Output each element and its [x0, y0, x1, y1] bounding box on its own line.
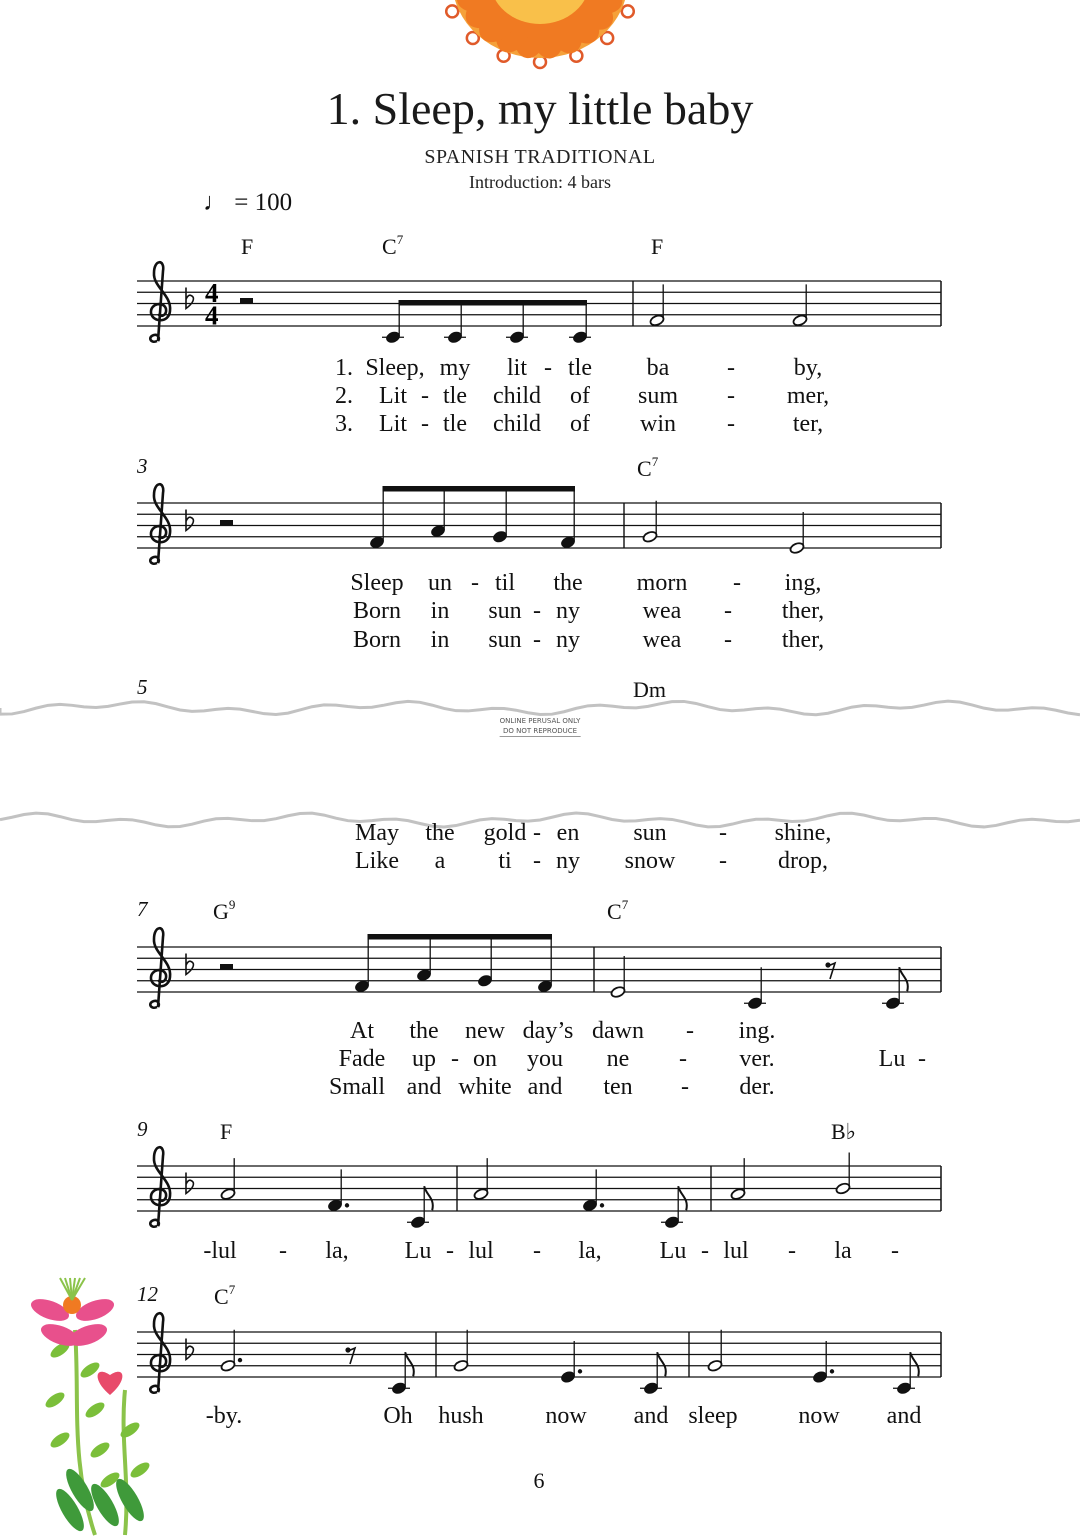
lyric-syllable: sun [488, 598, 522, 624]
tempo-marking [203, 189, 292, 217]
note-head [572, 330, 588, 344]
chord-symbol [607, 897, 628, 925]
eighth-flag [678, 1186, 687, 1210]
lyric-syllable: gold [483, 820, 527, 846]
lyric-syllable: ne [606, 1046, 630, 1072]
lyric-syllable: in [430, 598, 450, 624]
note-beam [383, 486, 576, 492]
lyric-syllable: the [553, 570, 583, 596]
note-head [410, 1215, 426, 1229]
time-signature-digit: 4 [205, 300, 219, 331]
note-head [664, 1215, 680, 1229]
lyric-syllable: - [544, 355, 552, 381]
lyric-syllable: un [428, 570, 452, 596]
note-head [391, 1381, 407, 1395]
lyric-syllable: on [473, 1046, 497, 1072]
lyric-syllable: - [446, 1238, 454, 1264]
half-note-head [792, 314, 808, 327]
chord-root: Dm [633, 677, 666, 702]
note-head [430, 524, 446, 538]
chord-extension: 7 [396, 232, 404, 247]
lyric-syllable: sum [637, 383, 679, 409]
half-note-head [789, 541, 805, 554]
note-head [747, 996, 763, 1010]
bar-number: 3 [137, 454, 148, 478]
lyric-syllable: shine, [774, 820, 832, 846]
lyric-syllable: sun [633, 820, 667, 846]
lyric-syllable: and [886, 1403, 922, 1429]
lyric-syllable: morn [636, 570, 688, 596]
chord-extension: 7 [621, 897, 629, 912]
lyric-syllable: Oh [383, 1403, 413, 1429]
lyric-syllable: ny [556, 598, 580, 624]
bar-number: 12 [137, 1282, 158, 1306]
lyric-syllable: -by. [205, 1403, 243, 1429]
lyric-syllable: la, [578, 1238, 602, 1264]
note-head [885, 996, 901, 1010]
lyric-syllable: - [918, 1046, 926, 1072]
eighth-rest-icon [828, 963, 835, 979]
chord-root: C [607, 899, 622, 924]
augmentation-dot [830, 1369, 834, 1373]
staff [137, 1313, 941, 1395]
lyric-syllable: ti [498, 848, 512, 874]
lyric-syllable: ter, [792, 411, 824, 437]
half-note-head [220, 1359, 236, 1372]
staff [137, 484, 941, 564]
note-head [582, 1199, 598, 1213]
lyric-syllable: of [570, 411, 590, 437]
lyric-syllable: ther, [781, 627, 825, 653]
half-note-head [610, 985, 626, 998]
lyric-syllable: tle [443, 411, 467, 437]
staff [137, 1147, 941, 1229]
note-head [447, 330, 463, 344]
lyric-syllable: and [406, 1074, 442, 1100]
lyric-syllable: la [834, 1238, 852, 1264]
lyric-syllable: snow [624, 848, 676, 874]
lyric-syllable: sun [488, 627, 522, 653]
lyric-syllable: Born [353, 627, 401, 653]
note-head [385, 330, 401, 344]
chord-root: F [241, 234, 254, 259]
lyric-syllable: - [279, 1238, 287, 1264]
lyric-syllable: - [471, 570, 479, 596]
half-note-head [835, 1182, 851, 1195]
lyric-syllable: -lul [203, 1238, 237, 1264]
song-title: 1. Sleep, my little baby [326, 83, 754, 134]
flat-key-signature-icon [186, 954, 193, 975]
lyric-syllable: - [719, 848, 727, 874]
eighth-flag [405, 1352, 414, 1376]
lyric-syllable: child [493, 411, 541, 437]
lyric-syllable: day’s [522, 1018, 574, 1044]
note-head [560, 536, 576, 550]
chord-root: F [651, 234, 664, 259]
lyric-syllable: - [724, 598, 732, 624]
lyric-syllable: Sleep, [365, 355, 425, 381]
lyric-syllable: 2. [335, 383, 353, 409]
lyric-syllable: - [727, 383, 735, 409]
lyric-syllable: a [434, 848, 446, 874]
chord-root: F [220, 1119, 233, 1144]
lyric-syllable: Fade [338, 1046, 386, 1072]
note-head [416, 968, 432, 982]
chord-symbol [213, 897, 235, 925]
lyric-syllable: in [430, 627, 450, 653]
half-note-head [642, 530, 658, 543]
chord-symbol [382, 232, 403, 260]
lyric-syllable: ing. [738, 1018, 776, 1044]
lyric-syllable: the [425, 820, 455, 846]
lyric-syllable: lul [468, 1238, 494, 1264]
chord-symbol [241, 232, 253, 260]
lyric-syllable: Lit [379, 411, 407, 437]
lyric-syllable: ing, [784, 570, 822, 596]
note-head [354, 980, 370, 994]
flat-key-signature-icon [186, 288, 193, 309]
lyric-syllable: and [633, 1403, 669, 1429]
watermark [500, 716, 581, 737]
watermark-line: ONLINE PERUSAL ONLY [499, 717, 581, 725]
half-note-head [730, 1188, 746, 1201]
half-note-head [220, 1188, 236, 1201]
lyric-syllable: win [640, 411, 676, 437]
lyric-syllable: - [679, 1046, 687, 1072]
half-note-head [473, 1188, 489, 1201]
lyric-syllable: the [409, 1018, 439, 1044]
eighth-flag [910, 1352, 919, 1376]
lyric-syllable: - [533, 627, 541, 653]
staff [137, 928, 941, 1010]
lyric-syllable: - [724, 627, 732, 653]
introduction-note: Introduction: 4 bars [469, 172, 611, 192]
lyric-syllable: 3. [335, 411, 353, 437]
chord-extension: 7 [651, 454, 659, 469]
lyric-syllable: child [493, 383, 541, 409]
chord-symbol [633, 675, 666, 703]
eighth-flag [424, 1186, 433, 1210]
bar-number: 9 [137, 1117, 148, 1141]
lyric-syllable: At [350, 1018, 374, 1044]
chord-root: G [213, 899, 229, 924]
half-note-head [707, 1359, 723, 1372]
lyric-syllable: ten [603, 1074, 633, 1100]
eighth-rest-icon [348, 1348, 355, 1364]
lyric-syllable: - [681, 1074, 689, 1100]
lyric-syllable: ny [556, 627, 580, 653]
lyric-syllable: - [421, 411, 429, 437]
lyric-syllable: ba [646, 355, 670, 381]
lyric-syllable: ver. [739, 1046, 775, 1072]
lyric-syllable: mer, [786, 383, 830, 409]
lyric-syllable: Lit [379, 383, 407, 409]
lyric-syllable: ny [556, 848, 580, 874]
note-head [492, 530, 508, 544]
note-head [643, 1381, 659, 1395]
lyric-syllable: lit [506, 355, 528, 381]
flat-key-signature-icon [186, 510, 193, 531]
chord-root: C [214, 1284, 229, 1309]
lyric-syllable: now [545, 1403, 587, 1429]
lyric-syllable: 1. [335, 355, 353, 381]
watermark-line: DO NOT REPRODUCE [502, 727, 578, 735]
note-beam [368, 934, 553, 940]
lyric-syllable: drop, [778, 848, 828, 874]
chord-extension: 7 [228, 1282, 236, 1297]
lyric-syllable: wea [642, 627, 682, 653]
staff [137, 262, 941, 344]
lyric-syllable: Small [328, 1074, 386, 1100]
lyric-syllable: of [570, 383, 590, 409]
half-rest-icon [220, 964, 233, 970]
chord-root: C [637, 456, 652, 481]
chord-root: C [382, 234, 397, 259]
lyric-syllable: Lu [878, 1046, 906, 1072]
note-head [509, 330, 525, 344]
treble-clef-icon [150, 262, 170, 342]
page-number: 6 [533, 1468, 545, 1493]
lyric-syllable: - [733, 570, 741, 596]
lyric-syllable: - [701, 1238, 709, 1264]
note-head [537, 980, 553, 994]
lyric-syllable: Sleep [350, 570, 404, 596]
lyric-syllable: Like [355, 848, 399, 874]
treble-clef-icon [150, 1147, 170, 1227]
lyric-syllable: la, [325, 1238, 349, 1264]
augmentation-dot [238, 1358, 242, 1362]
lyric-syllable: - [788, 1238, 796, 1264]
song-origin: SPANISH TRADITIONAL [424, 146, 656, 168]
lyric-syllable: - [533, 848, 541, 874]
lyric-syllable: white [458, 1074, 512, 1100]
lyric-syllable: tle [443, 383, 467, 409]
note-head [327, 1199, 343, 1213]
half-note-head [649, 314, 665, 327]
chord-extension: 9 [228, 897, 236, 912]
lyric-syllable: now [798, 1403, 840, 1429]
lyric-syllable: ther, [781, 598, 825, 624]
lyric-syllable: - [533, 1238, 541, 1264]
lyric-syllable: dawn [592, 1018, 644, 1044]
lyric-syllable: - [719, 820, 727, 846]
eighth-flag [899, 967, 908, 991]
lyric-syllable: up [412, 1046, 436, 1072]
lyric-syllable: tle [568, 355, 592, 381]
augmentation-dot [345, 1203, 349, 1207]
lyric-syllable: and [527, 1074, 563, 1100]
lyric-syllable: en [556, 820, 580, 846]
half-rest-icon [240, 298, 253, 304]
lyric-syllable: - [686, 1018, 694, 1044]
time-signature-digit: 4 [205, 278, 219, 308]
quarter-note-icon: ♩ [203, 189, 228, 216]
note-beam [399, 300, 588, 306]
bar-number: 7 [137, 897, 148, 921]
chord-symbol [637, 454, 658, 482]
lyric-syllable: - [891, 1238, 899, 1264]
chord-symbol [831, 1117, 856, 1145]
treble-clef-icon [150, 1313, 170, 1393]
lyric-syllable: - [451, 1046, 459, 1072]
half-note-head [453, 1359, 469, 1372]
bar-number: 5 [137, 675, 148, 699]
augmentation-dot [600, 1203, 604, 1207]
note-head [369, 536, 385, 550]
lyric-syllable: der. [739, 1074, 775, 1100]
note-head [560, 1370, 576, 1384]
tempo-value: = 100 [234, 189, 293, 216]
lyric-syllable: - [533, 820, 541, 846]
half-rest-icon [220, 520, 233, 526]
lyric-syllable: lul [723, 1238, 749, 1264]
eighth-flag [657, 1352, 666, 1376]
lyric-syllable: - [421, 383, 429, 409]
lyric-syllable: new [465, 1018, 505, 1044]
chord-symbol [651, 232, 663, 260]
lyric-syllable: Lu [404, 1238, 432, 1264]
lyric-syllable: hush [438, 1403, 484, 1429]
note-head [812, 1370, 828, 1384]
lyric-syllable: by, [793, 355, 823, 381]
note-head [477, 974, 493, 988]
lyric-syllable: - [727, 411, 735, 437]
flat-key-signature-icon [186, 1339, 193, 1360]
treble-clef-icon [150, 484, 170, 564]
lyric-syllable: sleep [688, 1403, 738, 1429]
lyric-syllable: - [533, 598, 541, 624]
lyric-syllable: Lu [659, 1238, 687, 1264]
augmentation-dot [578, 1369, 582, 1373]
lyric-syllable: til [494, 570, 516, 596]
lyric-syllable: May [355, 820, 399, 846]
lyric-syllable: you [527, 1046, 563, 1072]
lyric-syllable: - [727, 355, 735, 381]
lyric-syllable: my [439, 355, 471, 381]
chord-symbol [220, 1117, 232, 1145]
chord-root: B♭ [831, 1119, 857, 1144]
chord-symbol [214, 1282, 235, 1310]
flat-key-signature-icon [186, 1173, 193, 1194]
treble-clef-icon [150, 928, 170, 1008]
note-head [896, 1381, 912, 1395]
lyric-syllable: Born [353, 598, 401, 624]
lyric-syllable: wea [642, 598, 682, 624]
